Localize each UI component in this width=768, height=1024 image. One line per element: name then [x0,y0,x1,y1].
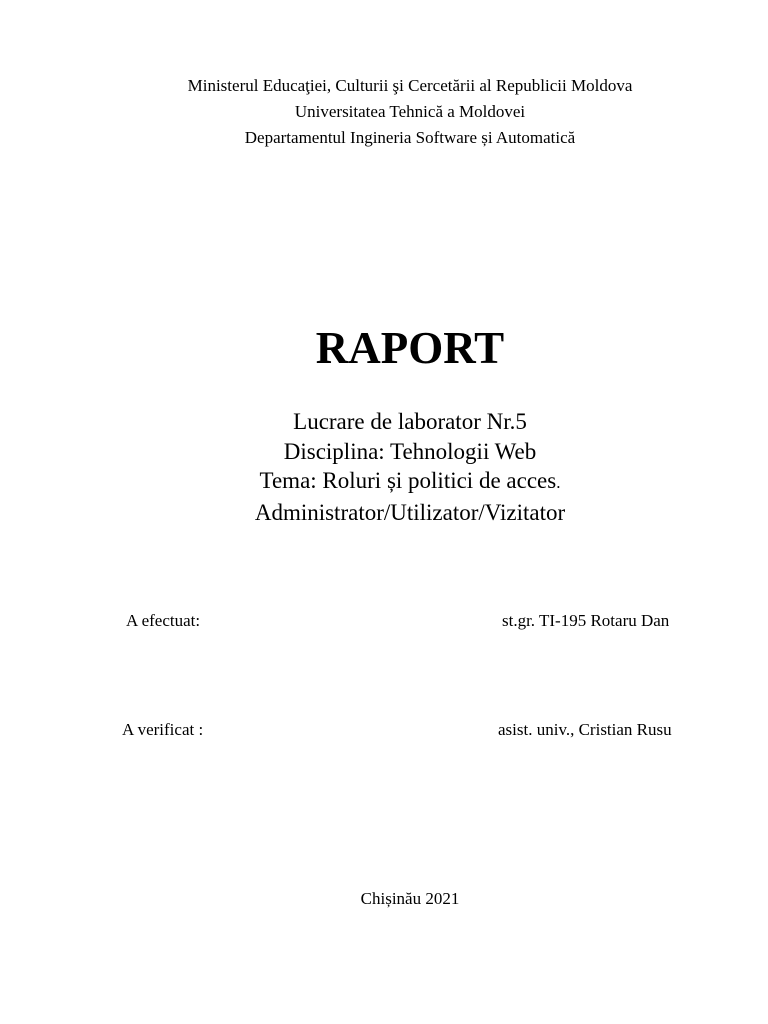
theme-period: . [556,473,561,492]
lab-number: Lucrare de laborator Nr.5 [293,409,527,434]
performed-label: A efectuat: [126,611,201,630]
verified-label: A verificat : [122,720,204,739]
verified-by: asist. univ., Cristian Rusu [498,720,672,739]
theme-text: Tema: Roluri și politici de acces [259,468,557,493]
report-details [0,407,768,527]
institution-header [0,73,768,151]
place-year: Chișinău 2021 [360,889,460,908]
theme [0,466,768,498]
performed-by: st.gr. TI-195 Rotaru Dan [502,611,670,630]
report-title: RAPORT [315,323,505,373]
department-name: Departamentul Ingineria Software și Automatică [244,128,576,147]
university-name: Universitatea Tehnică a Moldovei [294,102,526,121]
roles: Administrator/Utilizator/Vizitator [254,499,566,525]
discipline: Disciplina: Tehnologii Web [283,438,537,464]
ministry-name: Ministerul Educaţiei, Culturii şi Cercetării al Republicii Moldova [187,76,633,95]
